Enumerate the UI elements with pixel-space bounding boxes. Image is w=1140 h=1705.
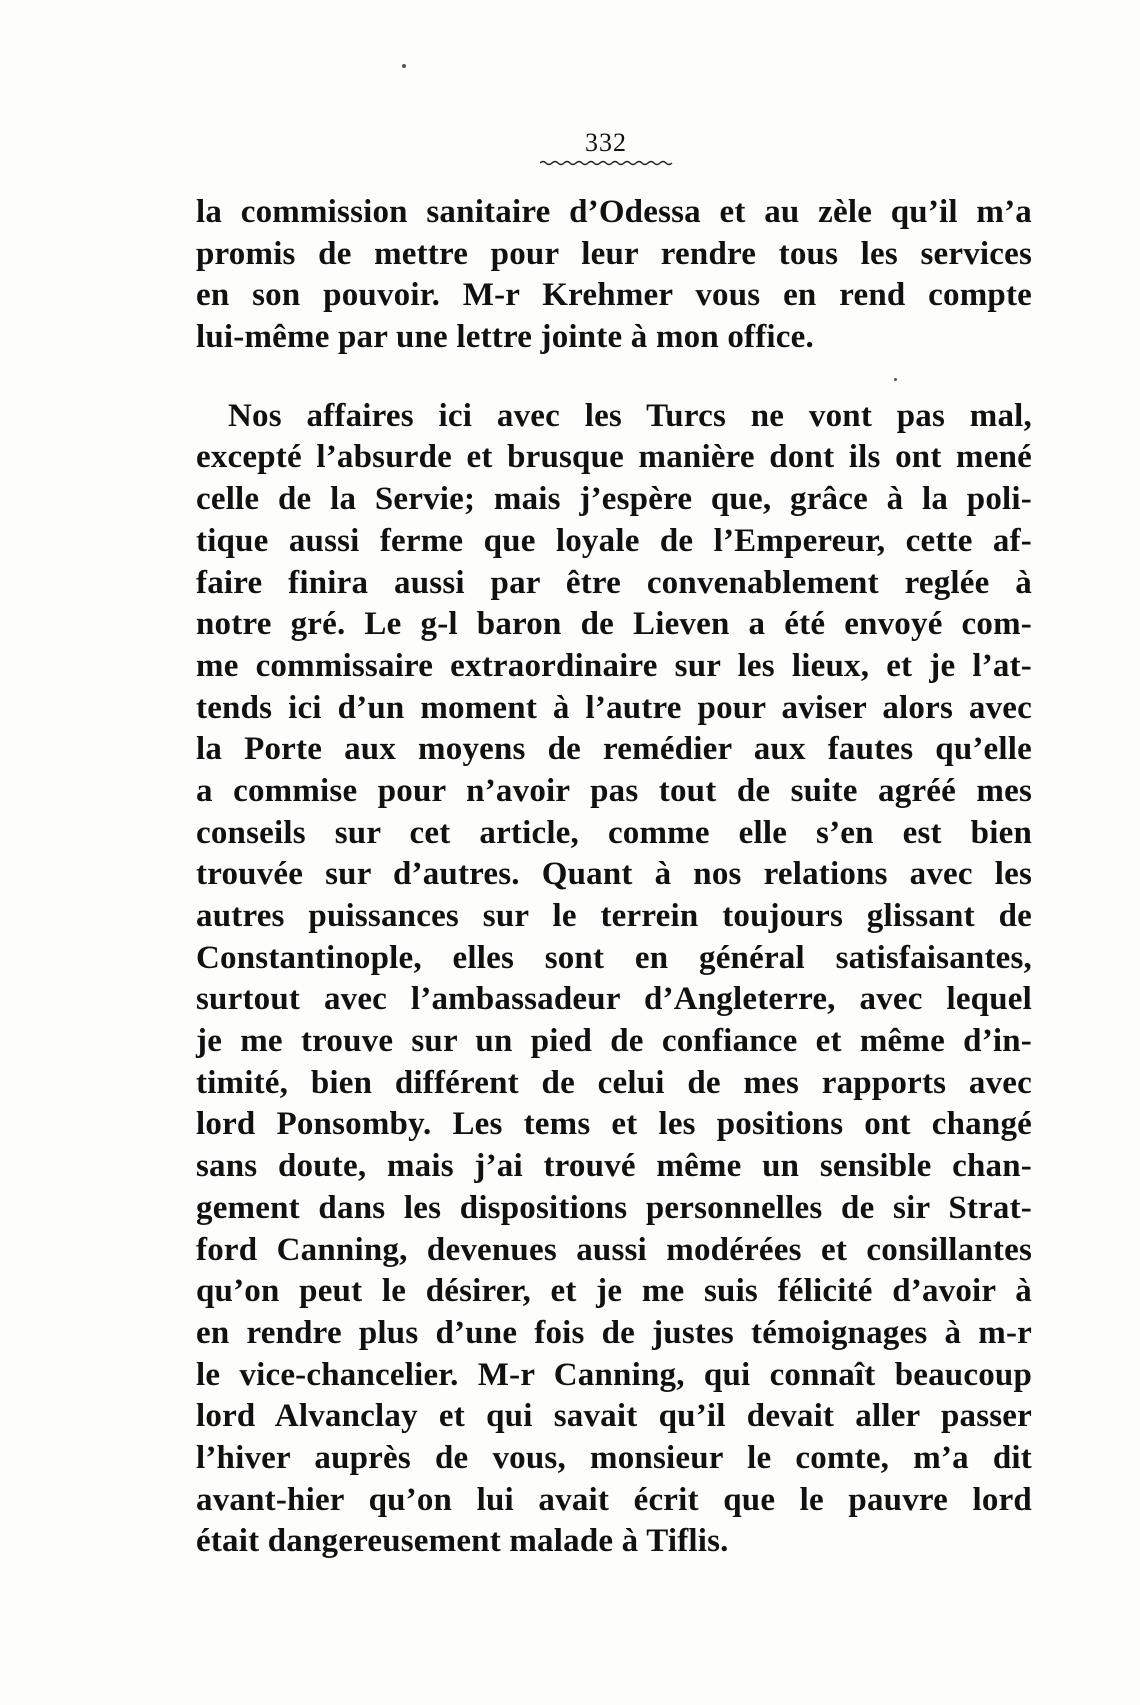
text-line: l’hiver auprès de vous, monsieur le comte, m’a dit <box>196 1439 1032 1476</box>
text-line: en son pouvoir. M-r Krehmer vous en rend compte <box>196 277 1032 314</box>
text-line: lui-même par une lettre jointe à mon office. <box>196 319 814 356</box>
text-line: la Porte aux moyens de remédier aux fautes qu’elle <box>196 731 1032 768</box>
text-line: je me trouve sur un pied de confiance et même d’in- <box>196 1023 1032 1060</box>
text-line: a commise pour n’avoir pas tout de suite agréé mes <box>196 772 1032 809</box>
text-line: me commissaire extraordinaire sur les lieux, et je l’at- <box>196 647 1032 684</box>
text-line: lord Ponsomby. Les tems et les positions ont changé <box>196 1106 1032 1143</box>
text-line: autres puissances sur le terrein toujours glissant de <box>196 898 1032 934</box>
text-line: trouvée sur d’autres. Quant à nos relations avec les <box>196 856 1032 893</box>
text-line: sans doute, mais j’ai trouvé même un sensible chan- <box>196 1148 1032 1185</box>
text-line: le vice-chancelier. M-r Canning, qui connaît beaucoup <box>196 1356 1032 1393</box>
text-line: celle de la Servie; mais j’espère que, grâce à la poli- <box>196 481 1032 518</box>
print-speck <box>402 64 406 68</box>
text-line: qu’on peut le désirer, et je me suis félicité d’avoir à <box>196 1273 1032 1310</box>
text-line: notre gré. Le g-l baron de Lieven a été envoyé com- <box>196 606 1032 643</box>
text-line: faire finira aussi par être convenablement reglée à <box>196 564 1032 601</box>
text-line: avant-hier qu’on lui avait écrit que le pauvre lord <box>196 1481 1032 1518</box>
text-line: la commission sanitaire d’Odessa et au zèle qu’il m’a <box>196 194 1032 230</box>
text-line: Constantinople, elles sont en général satisfaisantes, <box>196 939 1032 976</box>
text-line: lord Alvanclay et qui savait qu’il devait aller passer <box>196 1398 1032 1435</box>
text-line: tique aussi ferme que loyale de l’Empereur, cette af- <box>196 522 1032 559</box>
text-line: Nos affaires ici avec les Turcs ne vont pas mal, <box>228 397 1032 434</box>
text-line: tends ici d’un moment à l’autre pour aviser alors avec <box>196 689 1032 726</box>
text-line: excepté l’absurde et brusque manière dont ils ont mené <box>196 439 1032 476</box>
text-line: était dangereusement malade à Tiflis. <box>196 1523 729 1560</box>
paragraph-2 <box>196 396 1032 1563</box>
paragraph-1 <box>196 192 1032 359</box>
text-line: surtout avec l’ambassadeur d’Angleterre, avec lequel <box>196 981 1032 1018</box>
text-line: en rendre plus d’une fois de justes témoignages à m-r <box>196 1314 1032 1351</box>
text-line: ford Canning, devenues aussi modérées et consillantes <box>196 1231 1032 1268</box>
text-line: conseils sur cet article, comme elle s’en est bien <box>196 814 1032 851</box>
page-number-ornament <box>540 160 674 166</box>
body-text <box>196 192 1032 1563</box>
text-line: gement dans les dispositions personnelles de sir Strat- <box>196 1189 1032 1226</box>
text-line: promis de mettre pour leur rendre tous les services <box>196 235 1032 272</box>
page-number: 332 <box>585 128 627 157</box>
text-line: timité, bien différent de celui de mes rapports avec <box>196 1064 1032 1101</box>
